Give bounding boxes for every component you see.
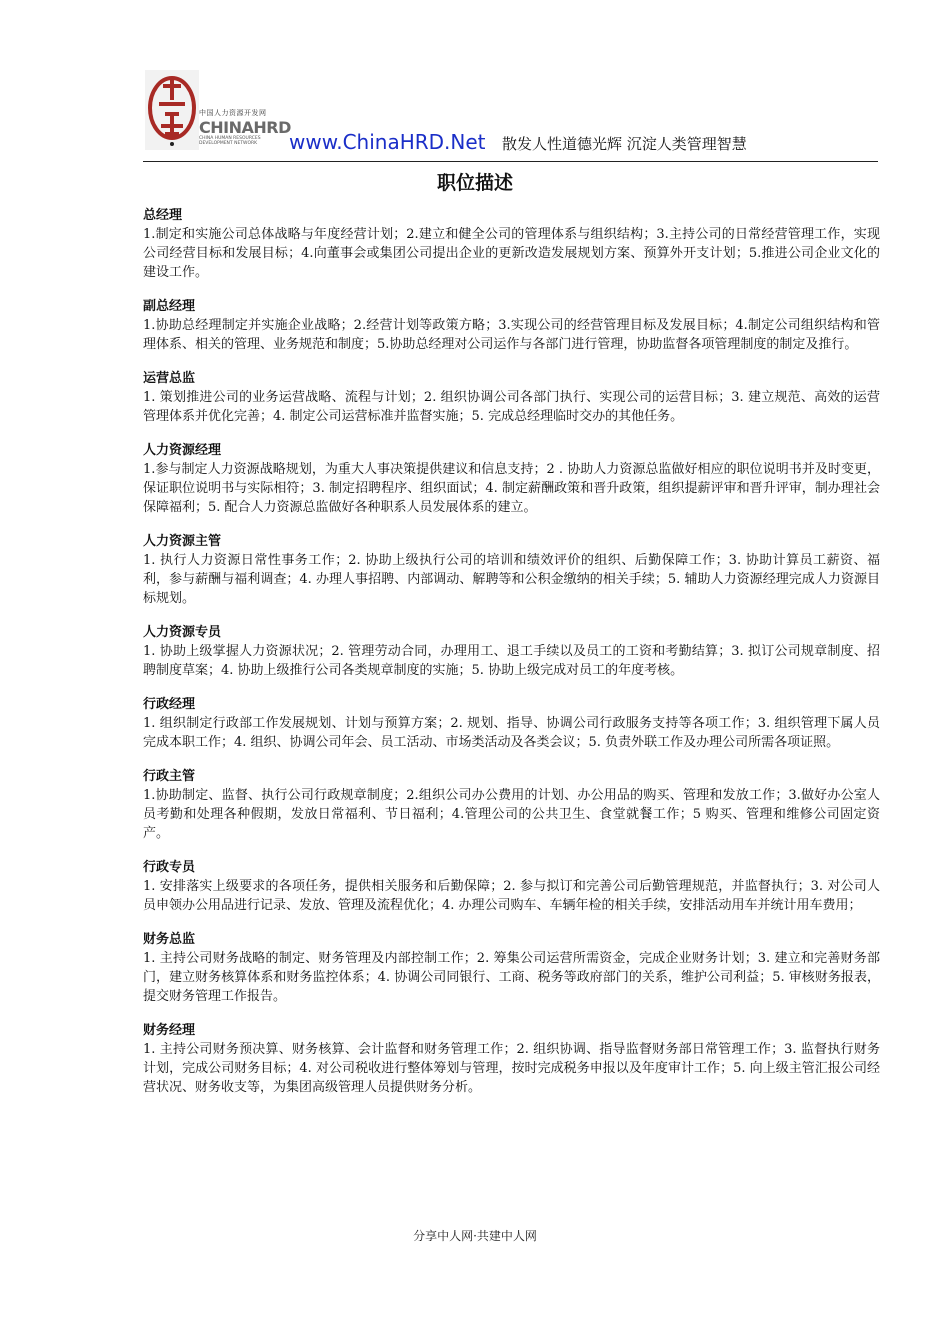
section-text: 1. 策划推进公司的业务运营战略、流程与计划；2. 组织协调公司各部门执行、实现公司的运营目标；3. 建立规范、高效的运营管理体系并优化完善；4. 制定公司运营标准并监督实施；5. 完成总经理临时交办的其他任务。 [143,390,880,424]
section-heading: 人力资源主管 [143,534,222,549]
section-admin-specialist [143,859,880,915]
section-heading: 行政专员 [143,860,196,875]
section-text: 1.参与制定人力资源战略规划，为重大人事决策提供建议和信息支持；2 . 协助人力资源总监做好相应的职位说明书并及时变更，保证职位说明书与实际相符；3. 制定招聘程序、组织面试；4. 制定薪酬政策和晋升政策，组织提薪评审和晋升评审，制办理社会保障福利；5. 配合人力资源总监做好各种职系人员发展体系的建立。 [143,462,880,515]
section-admin-supervisor [143,768,880,843]
section-finance-manager [143,1022,880,1097]
section-heading: 财务总监 [143,932,196,947]
seal-logo-icon [145,70,199,150]
section-text: 1.协助制定、监督、执行公司行政规章制度；2.组织公司办公费用的计划、办公用品的购买、管理和发放工作；3.做好办公室人员考勤和处理各种假期，发放日常福利、节日福利；4.管理公司的公共卫生、食堂就餐工作；5 购买、管理和维修公司固定资产。 [143,788,880,841]
site-slogan: 散发人性道德光辉 沉淀人类管理智慧 [502,135,747,153]
page-footer: 分享中人网·共建中人网 [413,1229,537,1243]
job-description-list [143,207,880,1113]
section-heading: 总经理 [143,208,183,223]
section-finance-director [143,931,880,1006]
chinahrd-logo [143,66,291,156]
section-text: 1. 组织制定行政部工作发展规划、计划与预算方案；2. 规划、指导、协调公司行政服务支持等各项工作；3. 组织管理下属人员完成本职工作；4. 组织、协调公司年会、员工活动、市场类活动及各类会议；5. 负责外联工作及办理公司所需各项证照。 [143,716,880,750]
section-heading: 财务经理 [143,1023,196,1038]
page-header [143,66,878,164]
section-heading: 人力资源经理 [143,443,222,458]
section-heading: 运营总监 [143,371,196,386]
logo-subtitle: CHINA HUMAN RESOURCES DEVELOPMENT NETWORK [199,136,261,146]
section-hr-manager [143,442,880,517]
site-url-link[interactable]: www.ChinaHRD.Net [289,130,486,154]
logo-english-text: CHINAHRD [199,118,291,137]
section-heading: 人力资源专员 [143,625,222,640]
logo-chinese-text: 中国人力资源开发网 [199,109,267,117]
section-operations-director [143,370,880,426]
section-text: 1. 执行人力资源日常性事务工作；2. 协助上级执行公司的培训和绩效评价的组织、后勤保障工作；3. 协助计算员工薪资、福利，参与薪酬与福利调查；4. 办理人事招聘、内部调动、解聘等和公积金缴纳的相关手续；5. 辅助人力资源经理完成人力资源目标规划。 [143,553,880,606]
section-text: 1.制定和实施公司总体战略与年度经营计划；2.建立和健全公司的管理体系与组织结构；3.主持公司的日常经营管理工作，实现公司经营目标和发展目标；4.向董事会或集团公司提出企业的更新改造发展规划方案、预算外开支计划；5.推进公司企业文化的建设工作。 [143,227,880,280]
section-general-manager [143,207,880,282]
section-heading: 行政主管 [143,769,196,784]
section-hr-specialist [143,624,880,680]
section-text: 1. 协助上级掌握人力资源状况；2. 管理劳动合同，办理用工、退工手续以及员工的工资和考勤结算；3. 拟订公司规章制度、招聘制度草案；4. 协助上级推行公司各类规章制度的实施；5. 协助上级完成对员工的年度考核。 [143,644,880,678]
section-heading: 副总经理 [143,299,196,314]
section-text: 1. 主持公司财务战略的制定、财务管理及内部控制工作；2. 筹集公司运营所需资金，完成企业财务计划；3. 建立和完善财务部门，建立财务核算体系和财务监控体系；4. 协调公司同银行、工商、税务等政府部门的关系，维护公司利益；5. 审核财务报表，提交财务管理工作报告。 [143,951,880,1004]
section-deputy-general-manager [143,298,880,354]
header-divider [143,161,878,162]
section-hr-supervisor [143,533,880,608]
section-text: 1.协助总经理制定并实施企业战略；2.经营计划等政策方略；3.实现公司的经营管理目标及发展目标；4.制定公司组织结构和管理体系、相关的管理、业务规范和制度；5.协助总经理对公司运作与各部门进行管理，协助监督各项管理制度的制定及推行。 [143,318,880,352]
section-admin-manager [143,696,880,752]
page-title: 职位描述 [436,172,513,194]
section-heading: 行政经理 [143,697,196,712]
section-text: 1. 主持公司财务预决算、财务核算、会计监督和财务管理工作；2. 组织协调、指导监督财务部日常管理工作；3. 监督执行财务计划，完成公司财务目标；4. 对公司税收进行整体筹划与管理，按时完成税务申报以及年度审计工作；5. 向上级主管汇报公司经营状况、财务收支等，为集团高级管理人员提供财务分析。 [143,1042,880,1095]
section-text: 1. 安排落实上级要求的各项任务，提供相关服务和后勤保障；2. 参与拟订和完善公司后勤管理规范，并监督执行；3. 对公司人员申领办公用品进行记录、发放、管理及流程优化；4. 办理公司购车、车辆年检的相关手续，安排活动用车并统计用车费用； [143,879,880,913]
